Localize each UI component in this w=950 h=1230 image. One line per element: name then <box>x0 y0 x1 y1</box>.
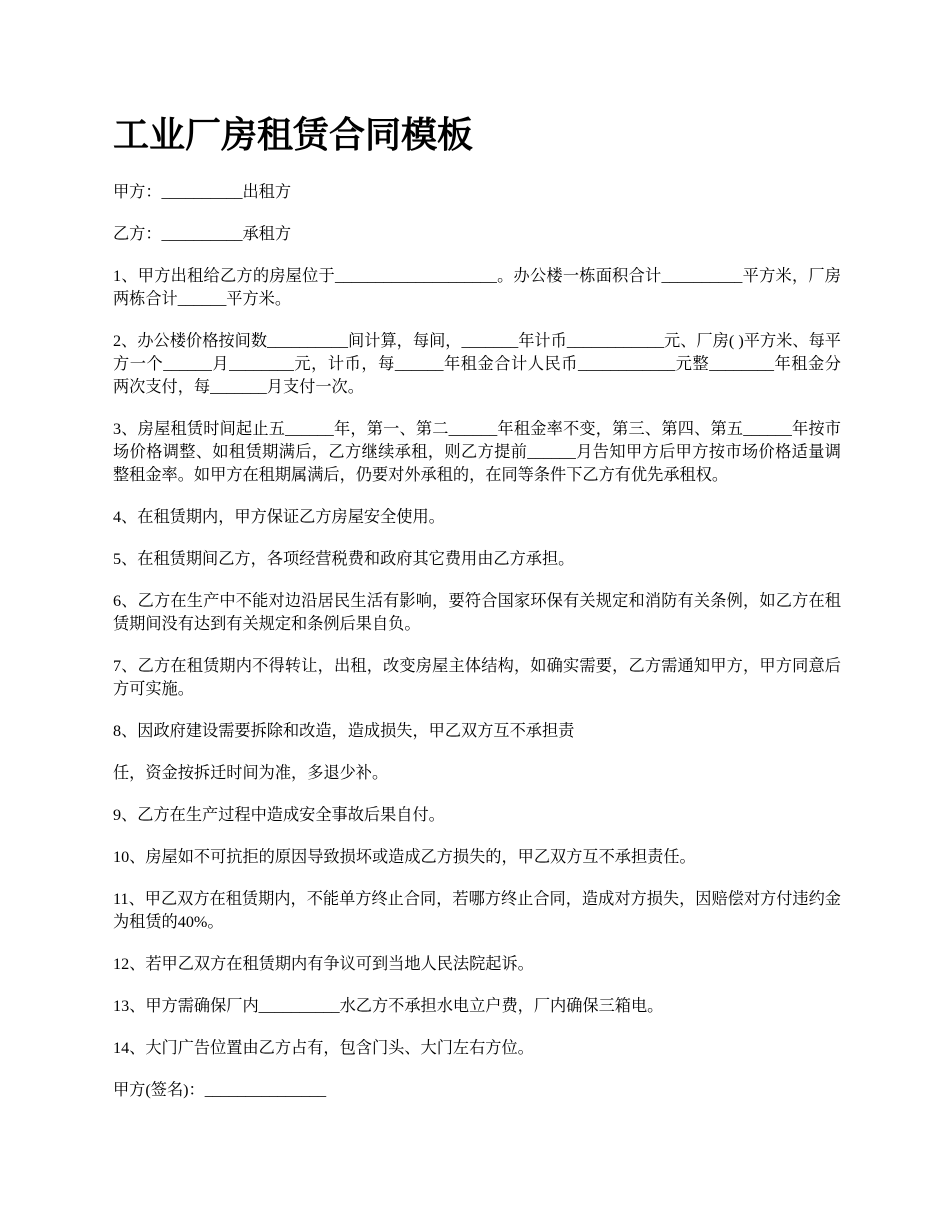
clause-6: 6、乙方在生产中不能对边沿居民生活有影响，要符合国家环保有关规定和消防有关条例，如乙方在租赁期间没有达到有关规定和条例后果自负。 <box>113 592 841 633</box>
clause-7: 7、乙方在租赁期内不得转让，出租，改变房屋主体结构，如确实需要，乙方需通知甲方，甲方同意后方可实施。 <box>113 657 841 698</box>
clause-1: 1、甲方出租给乙方的房屋位于____________________。办公楼一栋面积合计__________平方米，厂房两栋合计______平方米。 <box>113 267 841 308</box>
clause-8: 8、因政府建设需要拆除和改造，造成损失，甲乙双方互不承担责 <box>113 722 575 740</box>
clause-10: 10、房屋如不可抗拒的原因导致损坏或造成乙方损失的，甲乙双方互不承担责任。 <box>113 848 696 866</box>
clause-3: 3、房屋租赁时间起止五______年，第一、第二______年租金率不变，第三、第四、第五______年按市场价格调整、如租赁期满后，乙方继续承租，则乙方提前______月告知甲方后甲方按市场价格适量调整租金率。如甲方在租期属满后，仍要对外承租的，在同等条件下乙方有优先承租权。 <box>113 420 841 484</box>
clause-2: 2、办公楼价格按间数__________间计算，每间，_______年计币____________元、厂房( )平方米、每平方一个______月________元，计币，每______年租金合计人民币____________元整________年租金分两次支付，每_______月支付一次。 <box>113 332 841 396</box>
document-title: 工业厂房租赁合同模板 <box>113 115 474 156</box>
clause-9: 9、乙方在生产过程中造成安全事故后果自付。 <box>113 806 445 824</box>
clause-13: 13、甲方需确保厂内__________水乙方不承担水电立户费，厂内确保三箱电。 <box>113 997 664 1015</box>
clause-11: 11、甲乙双方在租赁期内，不能单方终止合同，若哪方终止合同，造成对方损失，因赔偿对方付违约金为租赁的40%。 <box>113 890 841 931</box>
party-a-line: 甲方：__________出租方 <box>113 183 292 201</box>
clause-5: 5、在租赁期间乙方，各项经营税费和政府其它费用由乙方承担。 <box>113 550 575 568</box>
document-page <box>113 108 841 1121</box>
clause-4: 4、在租赁期内，甲方保证乙方房屋安全使用。 <box>113 508 445 526</box>
clause-14: 14、大门广告位置由乙方占有，包含门头、大门左右方位。 <box>113 1039 534 1057</box>
clause-8-continued: 任，资金按拆迁时间为准，多退少补。 <box>113 764 389 782</box>
party-a-signature-line: 甲方(签名)：_______________ <box>113 1081 327 1099</box>
party-b-line: 乙方：__________承租方 <box>113 225 292 243</box>
clause-12: 12、若甲乙双方在租赁期内有争议可到当地人民法院起诉。 <box>113 955 534 973</box>
